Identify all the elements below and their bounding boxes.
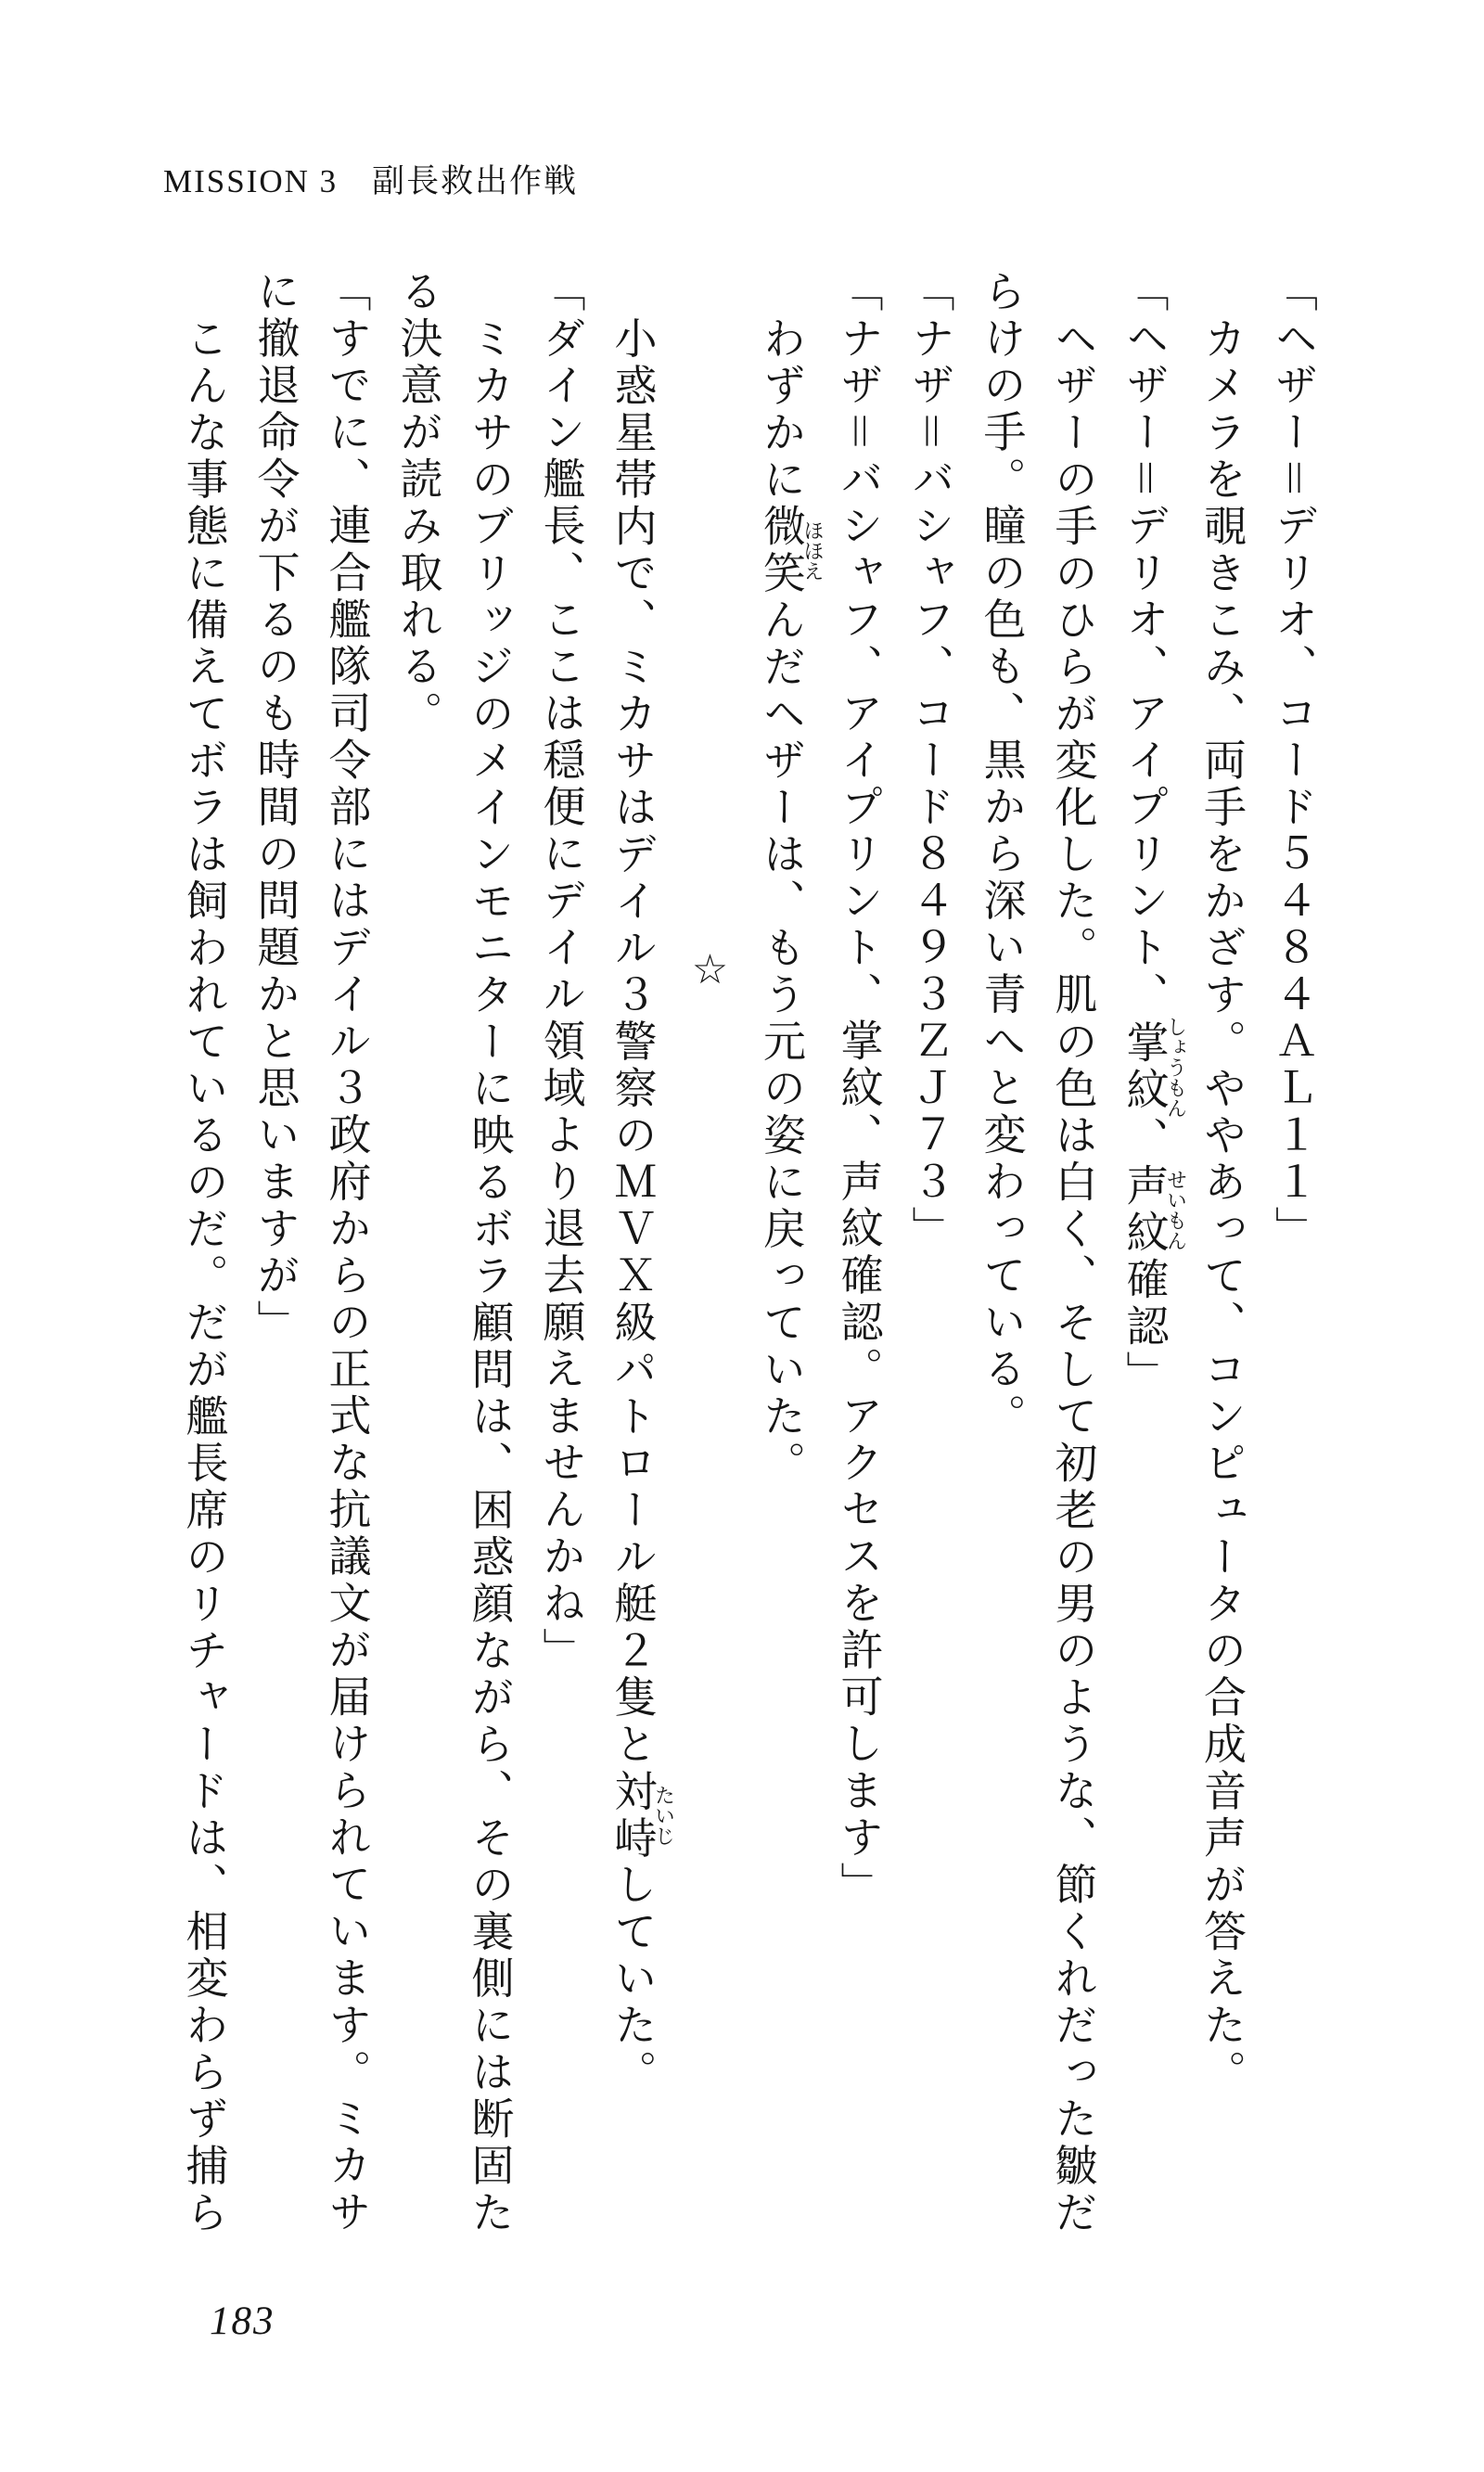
- furigana-annotated-text: 掌紋しょうもん: [1120, 1016, 1188, 1119]
- text-line: 「すでに、連合艦隊司令部にはデイル３政府からの正式な抗議文が届けられています。ミカサ: [323, 269, 371, 2236]
- page-number: 183: [210, 2299, 275, 2343]
- vertical-text-block: [180, 269, 1329, 2247]
- furigana-annotated-text: 微笑ほほえ: [758, 504, 825, 597]
- text-line: 「ダイン艦長、ここは穏便にデイル領域より退去願えませんかね」: [537, 269, 585, 1674]
- text-line: る決意が読み取れる。: [394, 269, 442, 737]
- text-line: こんな事態に備えてボラは飼われているのだ。だが艦長席のリチャードは、相変わらず捕ら: [180, 316, 228, 2237]
- text-line: 「ナザ＝バシャフ、アイプリント、掌紋、声紋確認。アクセスを許可します」: [835, 269, 883, 1909]
- text-line: カメラを覗きこみ、両手をかざす。ややあって、コンピュータの合成音声が答えた。: [1198, 316, 1246, 2096]
- text-line: 「ヘザー＝デリオ、コード５４８４ＡＬ１１」: [1270, 269, 1317, 1253]
- text-line: らけの手。瞳の色も、黒から深い青へと変わっている。: [978, 269, 1026, 1441]
- text-line: に撤退命令が下るのも時間の問題かと思いますが」: [251, 269, 300, 1347]
- text-line: ヘザーの手のひらが変化した。肌の色は白く、そして初老の男のような、節くれだった皺だ: [1049, 316, 1097, 2237]
- text-line: 小惑星帯内で、ミカサはデイル３警察のＭＶＸ級パトロール艇２隻と対峙たいじしていた。: [608, 316, 676, 2096]
- furigana-annotated-text: 対峙たいじ: [608, 1768, 676, 1863]
- text-line: ミカサのブリッジのメインモニターに映るボラ顧問は、困惑顔ながら、その裏側には断固た: [466, 316, 514, 2237]
- text-line: わずかに微笑ほほえんだヘザーは、もう元の姿に戻っていた。: [758, 316, 825, 1488]
- star-divider: ☆: [687, 946, 733, 998]
- text-line: 「ヘザー＝デリオ、アイプリント、掌紋しょうもん、声紋せいもん確認」: [1120, 269, 1188, 1398]
- text-line: 「ナザ＝バシャフ、コード８４９３ＺＪ７３」: [906, 269, 954, 1253]
- chapter-header: MISSION 3 副長救出作戦: [163, 163, 579, 199]
- furigana-annotated-text: 声紋せいもん: [1120, 1163, 1188, 1257]
